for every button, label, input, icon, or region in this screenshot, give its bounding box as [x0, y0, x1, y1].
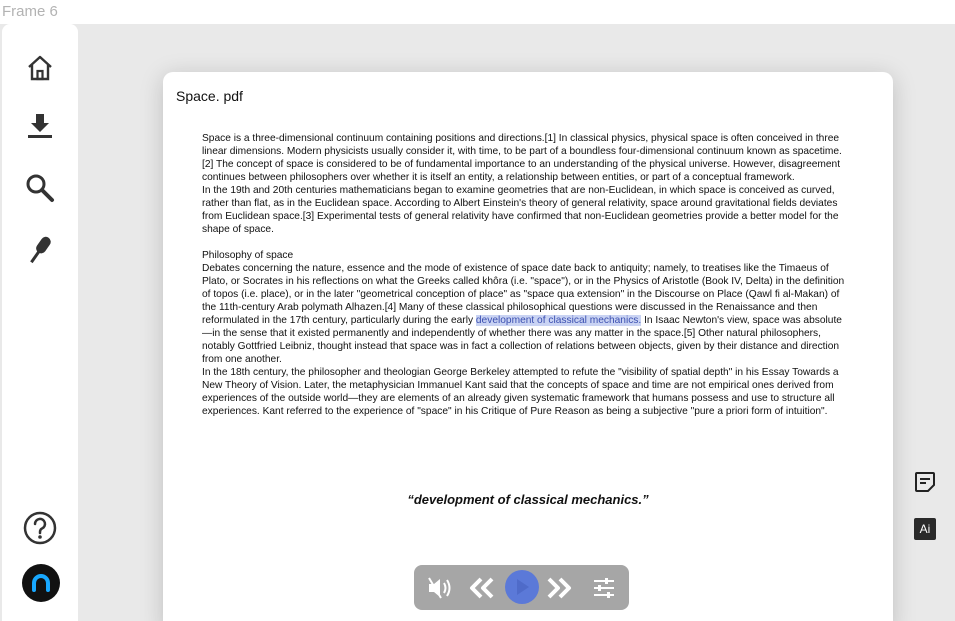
sidebar: [2, 24, 78, 621]
play-button[interactable]: [504, 570, 540, 603]
mute-icon[interactable]: [426, 571, 456, 604]
frame-label: Frame 6: [2, 3, 58, 20]
notes-icon[interactable]: [914, 471, 936, 493]
text-after-highlight: In Isaac Newton's view, space was absolute—in the sense that it existed permanently and independently of whether there was any matter in the space.[5] Other natural philosophers, notably Gottfried Leibniz, thought instead that space was in fact a collection of relations between objects, given by their distance and direction from one another.: [202, 315, 842, 365]
paragraph-intro: Space is a three-dimensional continuum containing positions and directions.[1] In classical physics, physical space is often conceived in three linear dimensions. Modern physicists usually consider it, with time, to be part of a boundless four-dimensional continuum known as spacetime.[2] The concept of space is considered to be of fundamental importance to an understanding of the physical universe. However, disagreement continues between philosophers over whether it is itself an entity, a relationship between entities, or part of a conceptual framework.: [202, 133, 842, 183]
paragraph-berkeley-kant: In the 18th century, the philosopher and theologian George Berkeley attempted to refute the "visibility of spatial depth" in his Essay Towards a New Theory of Vision. Later, the metaphysician Immanuel Kant said that the concepts of space and time are not empirical ones derived from experiences of the outside world—they are elements of an already given systematic framework that humans possess and use to structure all experiences. Kant referred to the experience of "space" in his Critique of Pure Reason as being a subjective "pure a priori form of intuition".: [202, 367, 839, 417]
text-before-highlight: Debates concerning the nature, essence and the mode of existence of space date back to antiquity; namely, to treatises like the Timaeus of Plato, or Socrates in his reflections on what the Greeks called khôra (i.e. "space"), or in the Physics of Aristotle (Book IV, Delta) in the definition of topos (i.e. place), or in the later "geometrical conception of place" as "space qua extension" in the Discourse on Place (Qawl fi al-Makan) of the 11th-century Arab polymath Alhazen.[4] Many of these classical philosophical questions were discussed in the Renaissance and then reformulated in the 17th century, particularly during the early: [202, 263, 845, 326]
audio-player: [414, 565, 629, 610]
download-icon[interactable]: [22, 108, 58, 144]
workspace-canvas: [0, 24, 955, 621]
microphone-icon[interactable]: [22, 232, 58, 268]
paragraph-philosophy: [202, 262, 850, 366]
play-icon[interactable]: [505, 570, 539, 604]
document-title: Space. pdf: [176, 88, 243, 104]
highlighted-text[interactable]: development of classical mechanics.: [475, 315, 642, 326]
home-icon[interactable]: [22, 50, 58, 86]
search-icon[interactable]: [22, 170, 58, 206]
document-body: [202, 132, 850, 418]
ai-assistant-button[interactable]: Ai: [914, 518, 936, 540]
settings-sliders-icon[interactable]: [590, 571, 618, 604]
avatar[interactable]: [22, 564, 60, 602]
fast-forward-icon[interactable]: [544, 571, 574, 604]
pdf-viewer: [163, 72, 893, 621]
help-icon[interactable]: [22, 510, 58, 546]
selected-quote: “development of classical mechanics.”: [407, 492, 649, 507]
section-heading: Philosophy of space: [202, 250, 294, 261]
rewind-icon[interactable]: [467, 571, 497, 604]
paragraph-non-euclidean: In the 19th and 20th centuries mathematicians began to examine geometries that are non-Euclidean, in which space is conceived as curved, rather than flat, as in the Euclidean space. According to Albert Einstein's theory of general relativity, space around gravitational fields deviates from Euclidean space.[3] Experimental tests of general relativity have confirmed that non-Euclidean geometries provide a better model for the shape of space.: [202, 185, 839, 235]
